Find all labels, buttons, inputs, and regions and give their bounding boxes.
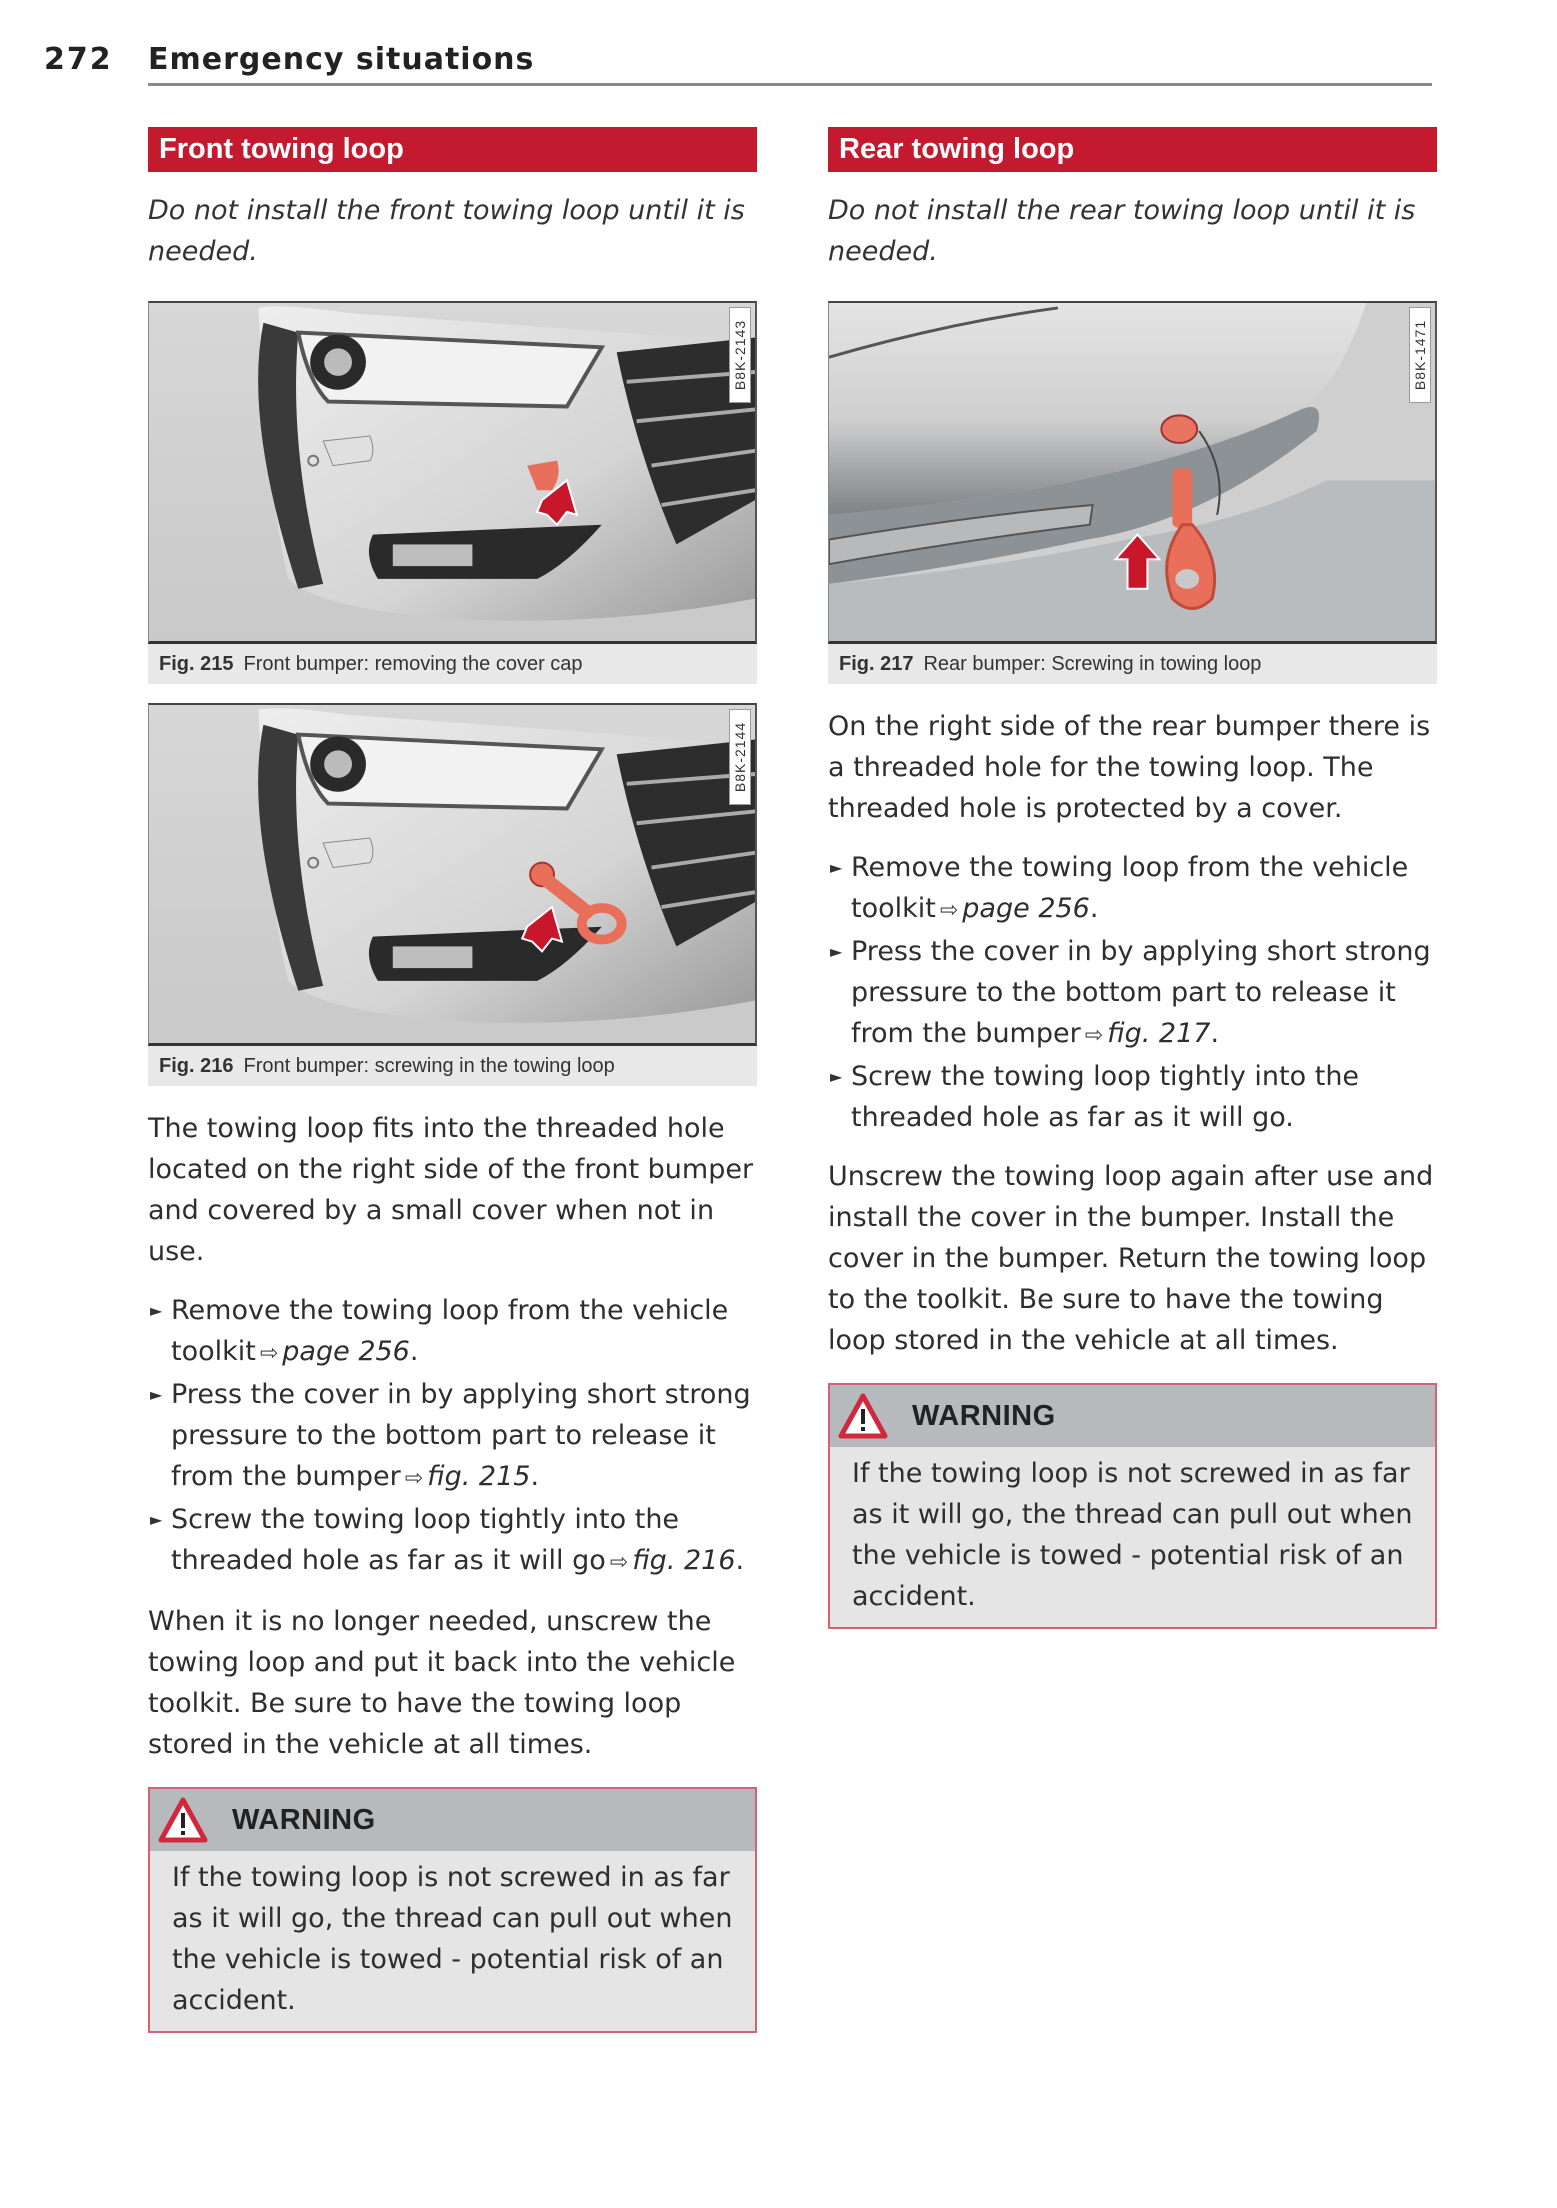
figure-id-label: B8K-2144 [729,709,751,805]
warning-header [830,1385,1435,1447]
bullet-icon: ► [830,1067,843,1086]
front-intro-paragraph: The towing loop fits into the threaded hole located on the right side of the front bumper and covered by a small cover when not in use. [148,1113,754,1267]
bullet-icon: ► [830,858,843,877]
figure-caption-text: Rear bumper: Screwing in towing loop [923,653,1262,675]
bullet-icon: ► [830,942,843,961]
bullet-icon: ► [150,1301,163,1320]
figure-215 [148,301,757,684]
rear-intro-paragraph: On the right side of the rear bumper there is a threaded hole for the towing loop. The threaded hole is protected by a cover. [828,711,1431,824]
front-warning-box [148,1787,757,2033]
front-steps-list [148,1290,757,1583]
front-outro-paragraph: When it is no longer needed, unscrew the towing loop and put it back into the vehicle toolkit. Be sure to have the towing loop stored in the vehicle at all times. [148,1606,736,1760]
cross-reference-arrow-icon: ⇨ [1084,1023,1104,1048]
front-bumper-cover-cap-illustration-icon [148,301,757,644]
step-item: ► Press the cover in by applying short strong pressure to the bottom part to release it from the bumper ⇨ fig. 215. [148,1374,757,1499]
cross-reference-arrow-icon: ⇨ [259,1341,279,1366]
figure-id-label: B8K-2143 [729,307,751,403]
rear-outro-paragraph: Unscrew the towing loop again after use and install the cover in the bumper. Install the cover in the bumper. Return the towing loop to the toolkit. Be sure to have the towing loop stored in the vehicle at all times. [828,1161,1434,1356]
warning-title: WARNING [912,1399,1056,1432]
header-rule [148,83,1432,86]
warning-header [150,1789,755,1851]
page-title: Emergency situations [148,42,535,77]
warning-triangle-icon [838,1393,888,1439]
figure-217 [828,301,1437,684]
rear-warning-box [828,1383,1437,1629]
step-item: ► Screw the towing loop tightly into the threaded hole as far as it will go ⇨ fig. 216. [148,1499,757,1583]
cross-reference-arrow-icon: ⇨ [404,1466,424,1491]
step-item: ► Screw the towing loop tightly into the threaded hole as far as it will go. [828,1056,1437,1138]
figure-caption [828,644,1437,684]
front-towing-loop-section [148,127,757,2033]
section-heading-front: Front towing loop [148,127,757,172]
bullet-icon: ► [150,1385,163,1404]
warning-title: WARNING [232,1803,376,1836]
step-item: ► Remove the towing loop from the vehicle toolkit ⇨ page 256. [828,847,1437,931]
rear-towing-loop-section [828,127,1437,1629]
page-number: 272 [44,42,113,77]
front-bumper-towing-loop-illustration-icon [148,703,757,1046]
cross-reference-link[interactable]: fig. 215 [427,1461,531,1492]
warning-text: If the towing loop is not screwed in as far as it will go, the thread can pull out when the vehicle is towed - potential risk of an accident. [172,1862,733,2016]
cross-reference-arrow-icon: ⇨ [939,898,959,923]
rear-bumper-towing-loop-illustration-icon [828,301,1437,644]
cross-reference-link[interactable]: page 256 [962,893,1090,924]
figure-id-label: B8K-1471 [1409,307,1431,403]
cross-reference-link[interactable]: page 256 [282,1336,410,1367]
cross-reference-link[interactable]: fig. 216 [632,1545,736,1576]
figure-caption [148,1046,757,1086]
rear-steps-list [828,847,1437,1138]
rear-lead-text: Do not install the rear towing loop until it is needed. [828,195,1416,267]
cross-reference-arrow-icon: ⇨ [609,1550,629,1575]
figure-number: Fig. 215 [159,653,234,675]
figure-caption-text: Front bumper: screwing in the towing loop [243,1055,615,1077]
warning-triangle-icon [158,1797,208,1843]
figure-caption [148,644,757,684]
figure-216 [148,703,757,1086]
section-heading-rear: Rear towing loop [828,127,1437,172]
figure-number: Fig. 216 [159,1055,234,1077]
front-lead-text: Do not install the front towing loop until it is needed. [148,195,745,267]
step-item: ► Press the cover in by applying short strong pressure to the bottom part to release it from the bumper ⇨ fig. 217. [828,931,1437,1056]
cross-reference-link[interactable]: fig. 217 [1107,1018,1211,1049]
warning-text: If the towing loop is not screwed in as far as it will go, the thread can pull out when the vehicle is towed - potential risk of an accident. [852,1458,1413,1612]
step-item: ► Remove the towing loop from the vehicle toolkit ⇨ page 256. [148,1290,757,1374]
figure-caption-text: Front bumper: removing the cover cap [243,653,583,675]
figure-number: Fig. 217 [839,653,914,675]
bullet-icon: ► [150,1510,163,1529]
